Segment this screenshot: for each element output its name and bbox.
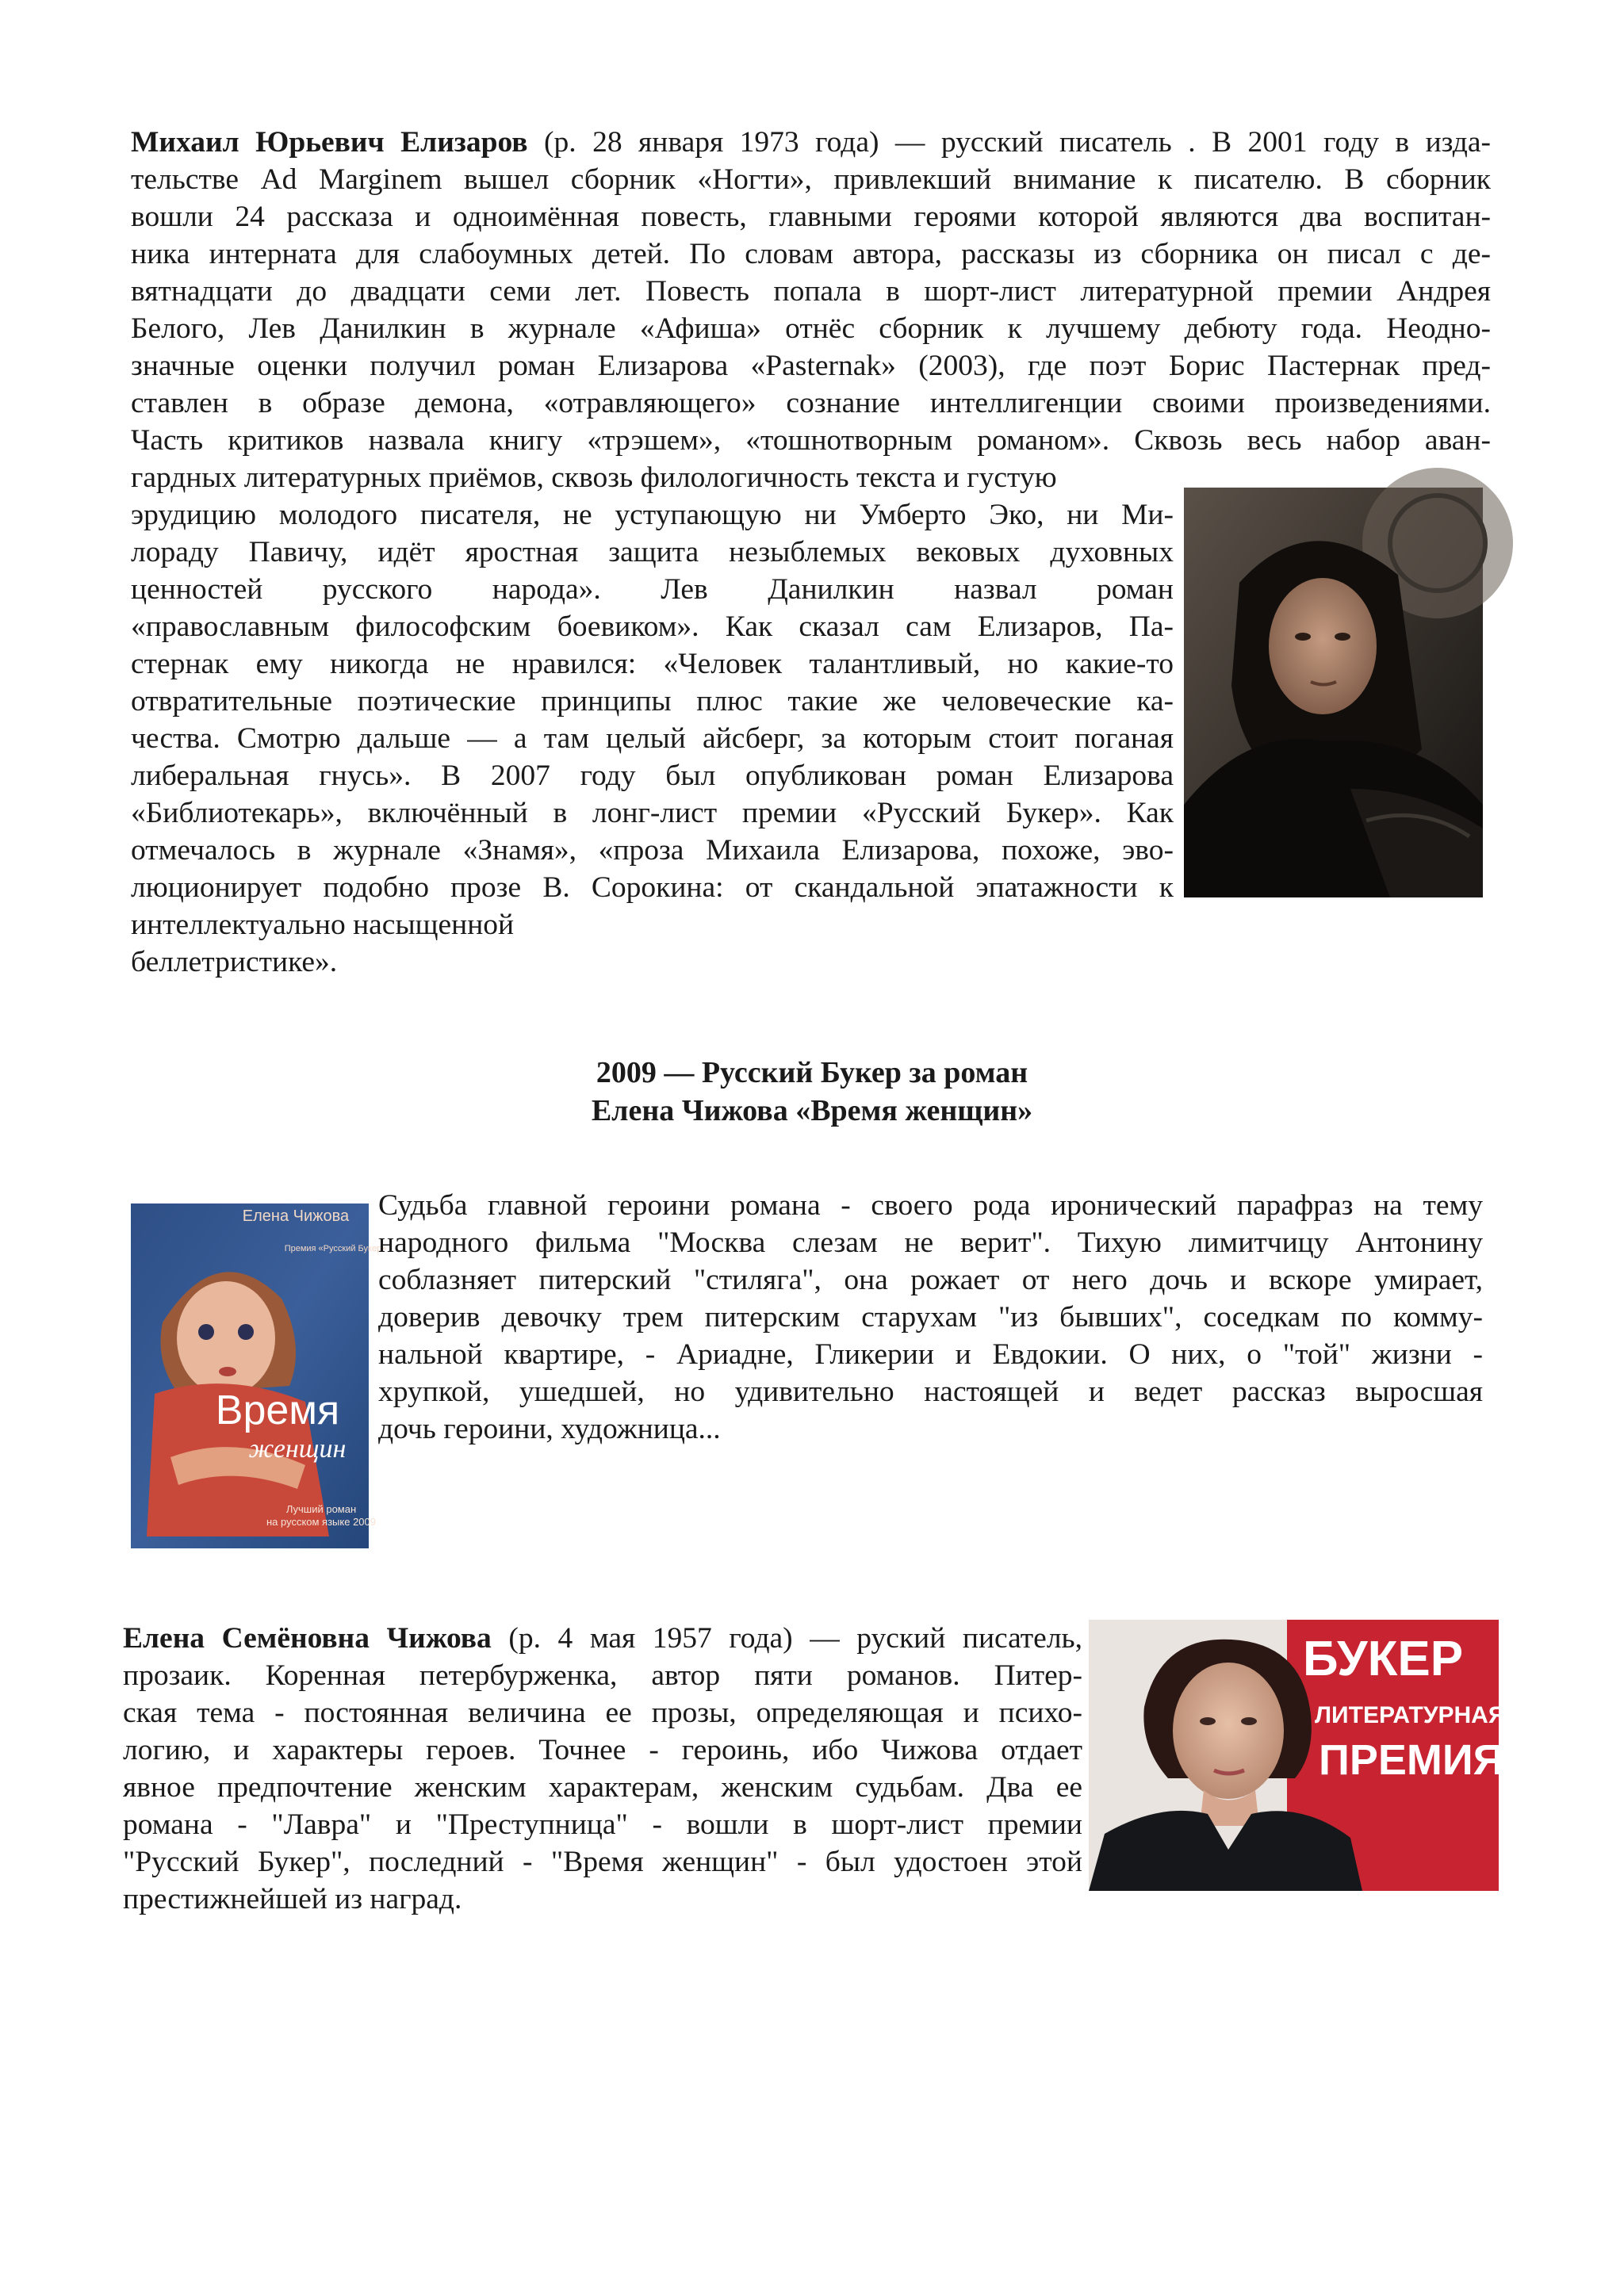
person-name: Елена Семёновна Чижова — [123, 1622, 492, 1655]
text-line: чества. Смотрю дальше — а там целый айсберг, за которым стоит поганая — [131, 722, 1174, 755]
text-line: отвратительные поэтические принципы плюс такие же человеческие ка- — [131, 685, 1174, 718]
text-line: «православным философским боевиком». Как сказал сам Елизаров, Па- — [131, 610, 1174, 643]
text-line: вошли 24 рассказа и одноимённая повесть, главными героями которой являются два воспитан- — [131, 201, 1491, 233]
award-title: 2009 — Русский Букер за роман — [596, 1056, 1028, 1089]
text-line: гардных литературных приёмов, сквозь филологичность текста и густую — [131, 461, 1057, 494]
text-line: Белого, Лев Данилкин в журнале «Афиша» отнёс сборник к лучшему дебюту года. Неодно- — [131, 312, 1491, 345]
text-line: народного фильма "Москва слезам не верит". Тихую лимитчицу Антонину — [378, 1226, 1483, 1259]
text-line: логию, и характеры героев. Точнее - героинь, ибо Чижова отдает — [123, 1734, 1082, 1766]
book-cover — [131, 1203, 387, 1548]
award-subtitle: Елена Чижова «Время женщин» — [591, 1094, 1033, 1127]
chizhova-photo — [1089, 1620, 1506, 1891]
text-line: прозаик. Коренная петербурженка, автор пяти романов. Питер- — [123, 1659, 1082, 1692]
text-line: отмечалось в журнале «Знамя», «проза Михаила Елизарова, похоже, эво- — [131, 834, 1174, 867]
text-line: вятнадцати до двадцати семи лет. Повесть попала в шорт-лист литературной премии Андрея — [131, 275, 1491, 308]
text-line: тельстве Ad Marginem вышел сборник «Ногти», привлекший внимание к писателю. В сборник — [131, 163, 1491, 196]
chizhova-paragraph — [123, 1620, 1082, 1918]
text-line: соблазняет питерский "стиляга", она рожает от него дочь и вскоре умирает, — [378, 1264, 1483, 1296]
award-heading — [0, 1054, 1624, 1130]
text-line: Михаил Юрьевич Елизаров (р. 28 января 1973 года) — русский писатель . В 2001 году в изда- — [131, 126, 1491, 159]
text-line: дочь героини, художница... — [378, 1413, 721, 1445]
text-line: лораду Павичу, идёт яростная защита незыблемых вековых духовных — [131, 536, 1174, 568]
text-line: явное предпочтение женским характерам, женским судьбам. Два ее — [123, 1771, 1082, 1804]
text-line: ская тема - постоянная величина ее прозы, определяющая и психо- — [123, 1697, 1082, 1729]
text-line: интеллектуально насыщенной — [131, 909, 515, 941]
cover-bottom-2: на русском языке 2009 — [266, 1516, 377, 1528]
text-line: люционирует подобно прозе В. Сорокина: от скандальной эпатажности к — [131, 871, 1174, 904]
cover-bottom-1: Лучший роман — [285, 1503, 357, 1515]
elizarov-photo — [1184, 488, 1483, 897]
text-line: Часть критиков назвала книгу «трэшем», «тошнотворным романом». Сквозь весь набор аван- — [131, 424, 1491, 457]
text-line: эрудицию молодого писателя, не уступающую ни Умберто Эко, ни Ми- — [131, 499, 1174, 531]
text-line: престижнейшей из наград. — [123, 1883, 462, 1915]
cover-prize: Премия «Русский Букер» — [284, 1244, 387, 1253]
cover-author: Елена Чижова — [242, 1207, 350, 1225]
person-name: Михаил Юрьевич Елизаров — [131, 126, 528, 159]
text-line: ценностей русского народа». Лев Данилкин назвал роман — [131, 573, 1174, 606]
text-line: беллетристике». — [131, 946, 338, 978]
banner-word-3: ПРЕМИЯ — [1319, 1736, 1504, 1784]
text-line: нальной квартире, - Ариадне, Гликерии и Евдокии. О них, о "той" жизни - — [378, 1338, 1483, 1371]
text-line: Судьба главной героини романа - своего рода иронический парафраз на тему — [378, 1189, 1483, 1222]
text-line: "Русский Букер", последний - "Время женщин" - был удостоен этой — [123, 1846, 1082, 1878]
banner-word-2: ЛИТЕРАТУРНАЯ — [1315, 1702, 1506, 1728]
text-line: стернак ему никогда не нравился: «Человек талантливый, но какие-то — [131, 648, 1174, 680]
text-line: «Библиотекарь», включённый в лонг-лист премии «Русский Букер». Как — [131, 797, 1174, 829]
book-paragraph — [378, 1187, 1483, 1448]
text-line: значные оценки получил роман Елизарова «Pasternak» (2003), где поэт Борис Пастернак пред- — [131, 350, 1491, 382]
text-line: Елена Семёновна Чижова (р. 4 мая 1957 года) — руский писатель, — [123, 1622, 1083, 1655]
cover-title-2: женщин — [248, 1434, 347, 1464]
text-line: ставлен в образе демона, «отравляющего» сознание интеллигенции своими произведениями. — [131, 387, 1491, 419]
banner-word-1: БУКЕР — [1303, 1632, 1464, 1686]
text-line: хрупкой, ушедшей, но удивительно настоящей и ведет рассказ выросшая — [378, 1376, 1483, 1408]
cover-title-1: Время — [215, 1387, 340, 1433]
text-line: романа - "Лавра" и "Преступница" - вошли в шорт-лист премии — [123, 1808, 1082, 1841]
text-line: доверив девочку трем питерским старухам "из бывших", соседкам по комму- — [378, 1301, 1483, 1334]
text-line: ника интерната для слабоумных детей. По словам автора, рассказы из сборника он писал с де- — [131, 238, 1491, 270]
text-line: либеральная гнусь». В 2007 году был опубликован роман Елизарова — [131, 760, 1174, 792]
